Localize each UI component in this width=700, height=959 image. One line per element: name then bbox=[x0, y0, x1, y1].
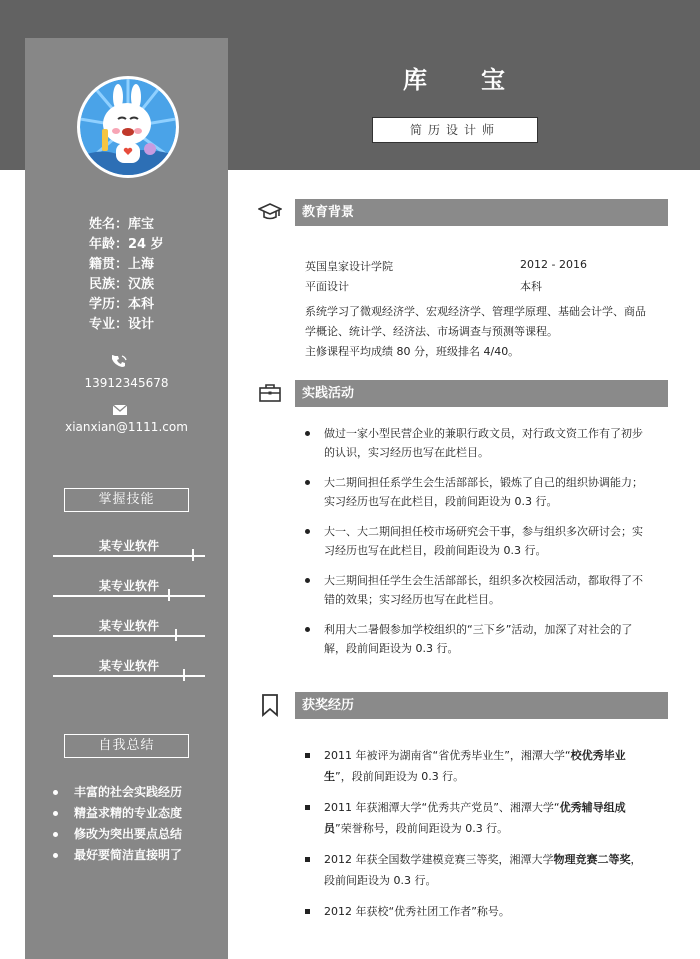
award-item: 2011 年获湘潭大学“优秀共产党员”、湘潭大学“优秀辅导组成员”荣誉称号，段前间距设为 0.3 行。 bbox=[305, 797, 650, 839]
practice-item: 利用大二暑假参加学校组织的“三下乡”活动，加深了对社会的了解，段前间距设为 0.3 行。 bbox=[305, 620, 650, 658]
phone-number: 13912345678 bbox=[84, 376, 169, 390]
person-name: 库 宝 bbox=[403, 66, 507, 94]
study-period: 2012 - 2016 bbox=[520, 258, 587, 271]
skill-item bbox=[53, 617, 205, 647]
skill-track bbox=[53, 635, 205, 637]
skill-level-marker bbox=[175, 629, 177, 641]
profile-item: 姓名：库宝 bbox=[89, 217, 155, 232]
award-item: 2012 年获校“优秀社团工作者”称号。 bbox=[305, 901, 650, 922]
summary-list bbox=[53, 782, 182, 866]
practice-item: 大三期间担任学生会生活部部长，组织多次校园活动，都取得了不错的效果；实习经历也写在此栏目。 bbox=[305, 571, 650, 609]
practice-item: 大一、大二期间担任校市场研究会干事，参与组织多次研讨会；实习经历也写在此栏目，段前间距设为 0.3 行。 bbox=[305, 522, 650, 560]
school-name: 英国皇家设计学院 bbox=[305, 260, 393, 273]
skill-level-marker bbox=[183, 669, 185, 681]
skill-track bbox=[53, 555, 205, 557]
skills-title: 掌握技能 bbox=[64, 488, 189, 512]
email-address: xianxian@1111.com bbox=[65, 420, 188, 434]
award-item: 2012 年获全国数学建模竞赛三等奖，湘潭大学物理竞赛二等奖，段前间距设为 0.3 行。 bbox=[305, 849, 650, 891]
education-courses: 系统学习了微观经济学、宏观经济学、管理学原理、基础会计学、商品学概论、统计学、经济法、市场调查与预测等课程。 bbox=[305, 305, 646, 338]
practice-item: 做过一家小型民营企业的兼职行政文员，对行政文资工作有了初步的认识，实习经历也写在此栏目。 bbox=[305, 424, 650, 462]
profile-item: 专业：设计 bbox=[89, 317, 155, 332]
education-grades: 主修课程平均成绩 80 分，班级排名 4/40。 bbox=[305, 345, 520, 358]
skill-level-marker bbox=[168, 589, 170, 601]
skill-name: 某专业软件 bbox=[98, 579, 159, 593]
bookmark-icon bbox=[258, 693, 282, 717]
awards-header: 获奖经历 bbox=[295, 692, 668, 719]
phone-icon bbox=[112, 354, 128, 370]
briefcase-icon bbox=[258, 381, 282, 405]
degree: 本科 bbox=[520, 280, 542, 293]
skill-item bbox=[53, 657, 205, 687]
avatar-illustration bbox=[80, 79, 176, 175]
awards-list bbox=[305, 745, 650, 932]
skill-item bbox=[53, 537, 205, 567]
major-name: 平面设计 bbox=[305, 280, 349, 293]
profile-info bbox=[89, 215, 164, 335]
summary-title: 自我总结 bbox=[64, 734, 189, 758]
summary-item: 修改为突出要点总结 bbox=[53, 824, 182, 845]
skill-name: 某专业软件 bbox=[98, 619, 159, 633]
summary-item: 丰富的社会实践经历 bbox=[53, 782, 182, 803]
skill-name: 某专业软件 bbox=[98, 659, 159, 673]
summary-item: 最好要简洁直接明了 bbox=[53, 845, 182, 866]
skill-name: 某专业软件 bbox=[98, 539, 159, 553]
sidebar bbox=[25, 38, 228, 959]
profile-item: 民族：汉族 bbox=[89, 277, 155, 292]
practice-header: 实践活动 bbox=[295, 380, 668, 407]
profile-item: 籍贯：上海 bbox=[89, 257, 155, 272]
skill-item bbox=[53, 577, 205, 607]
education-header: 教育背景 bbox=[295, 199, 668, 226]
award-item: 2011 年被评为湖南省“省优秀毕业生”，湘潭大学“校优秀毕业生”，段前间距设为 0.3 行。 bbox=[305, 745, 650, 787]
profile-item: 年龄：24 岁 bbox=[89, 237, 164, 252]
avatar bbox=[77, 76, 179, 178]
practice-list bbox=[305, 424, 650, 669]
skill-track bbox=[53, 595, 205, 597]
skill-level-marker bbox=[192, 549, 194, 561]
envelope-icon bbox=[112, 402, 128, 418]
profile-item: 学历：本科 bbox=[89, 297, 155, 312]
practice-item: 大二期间担任系学生会生活部部长，锻炼了自己的组织协调能力；实习经历也写在此栏目，段前间距设为 0.3 行。 bbox=[305, 473, 650, 511]
job-title: 简历设计师 bbox=[372, 117, 538, 143]
education-description bbox=[305, 302, 650, 362]
graduation-cap-icon bbox=[258, 200, 282, 224]
summary-item: 精益求精的专业态度 bbox=[53, 803, 182, 824]
